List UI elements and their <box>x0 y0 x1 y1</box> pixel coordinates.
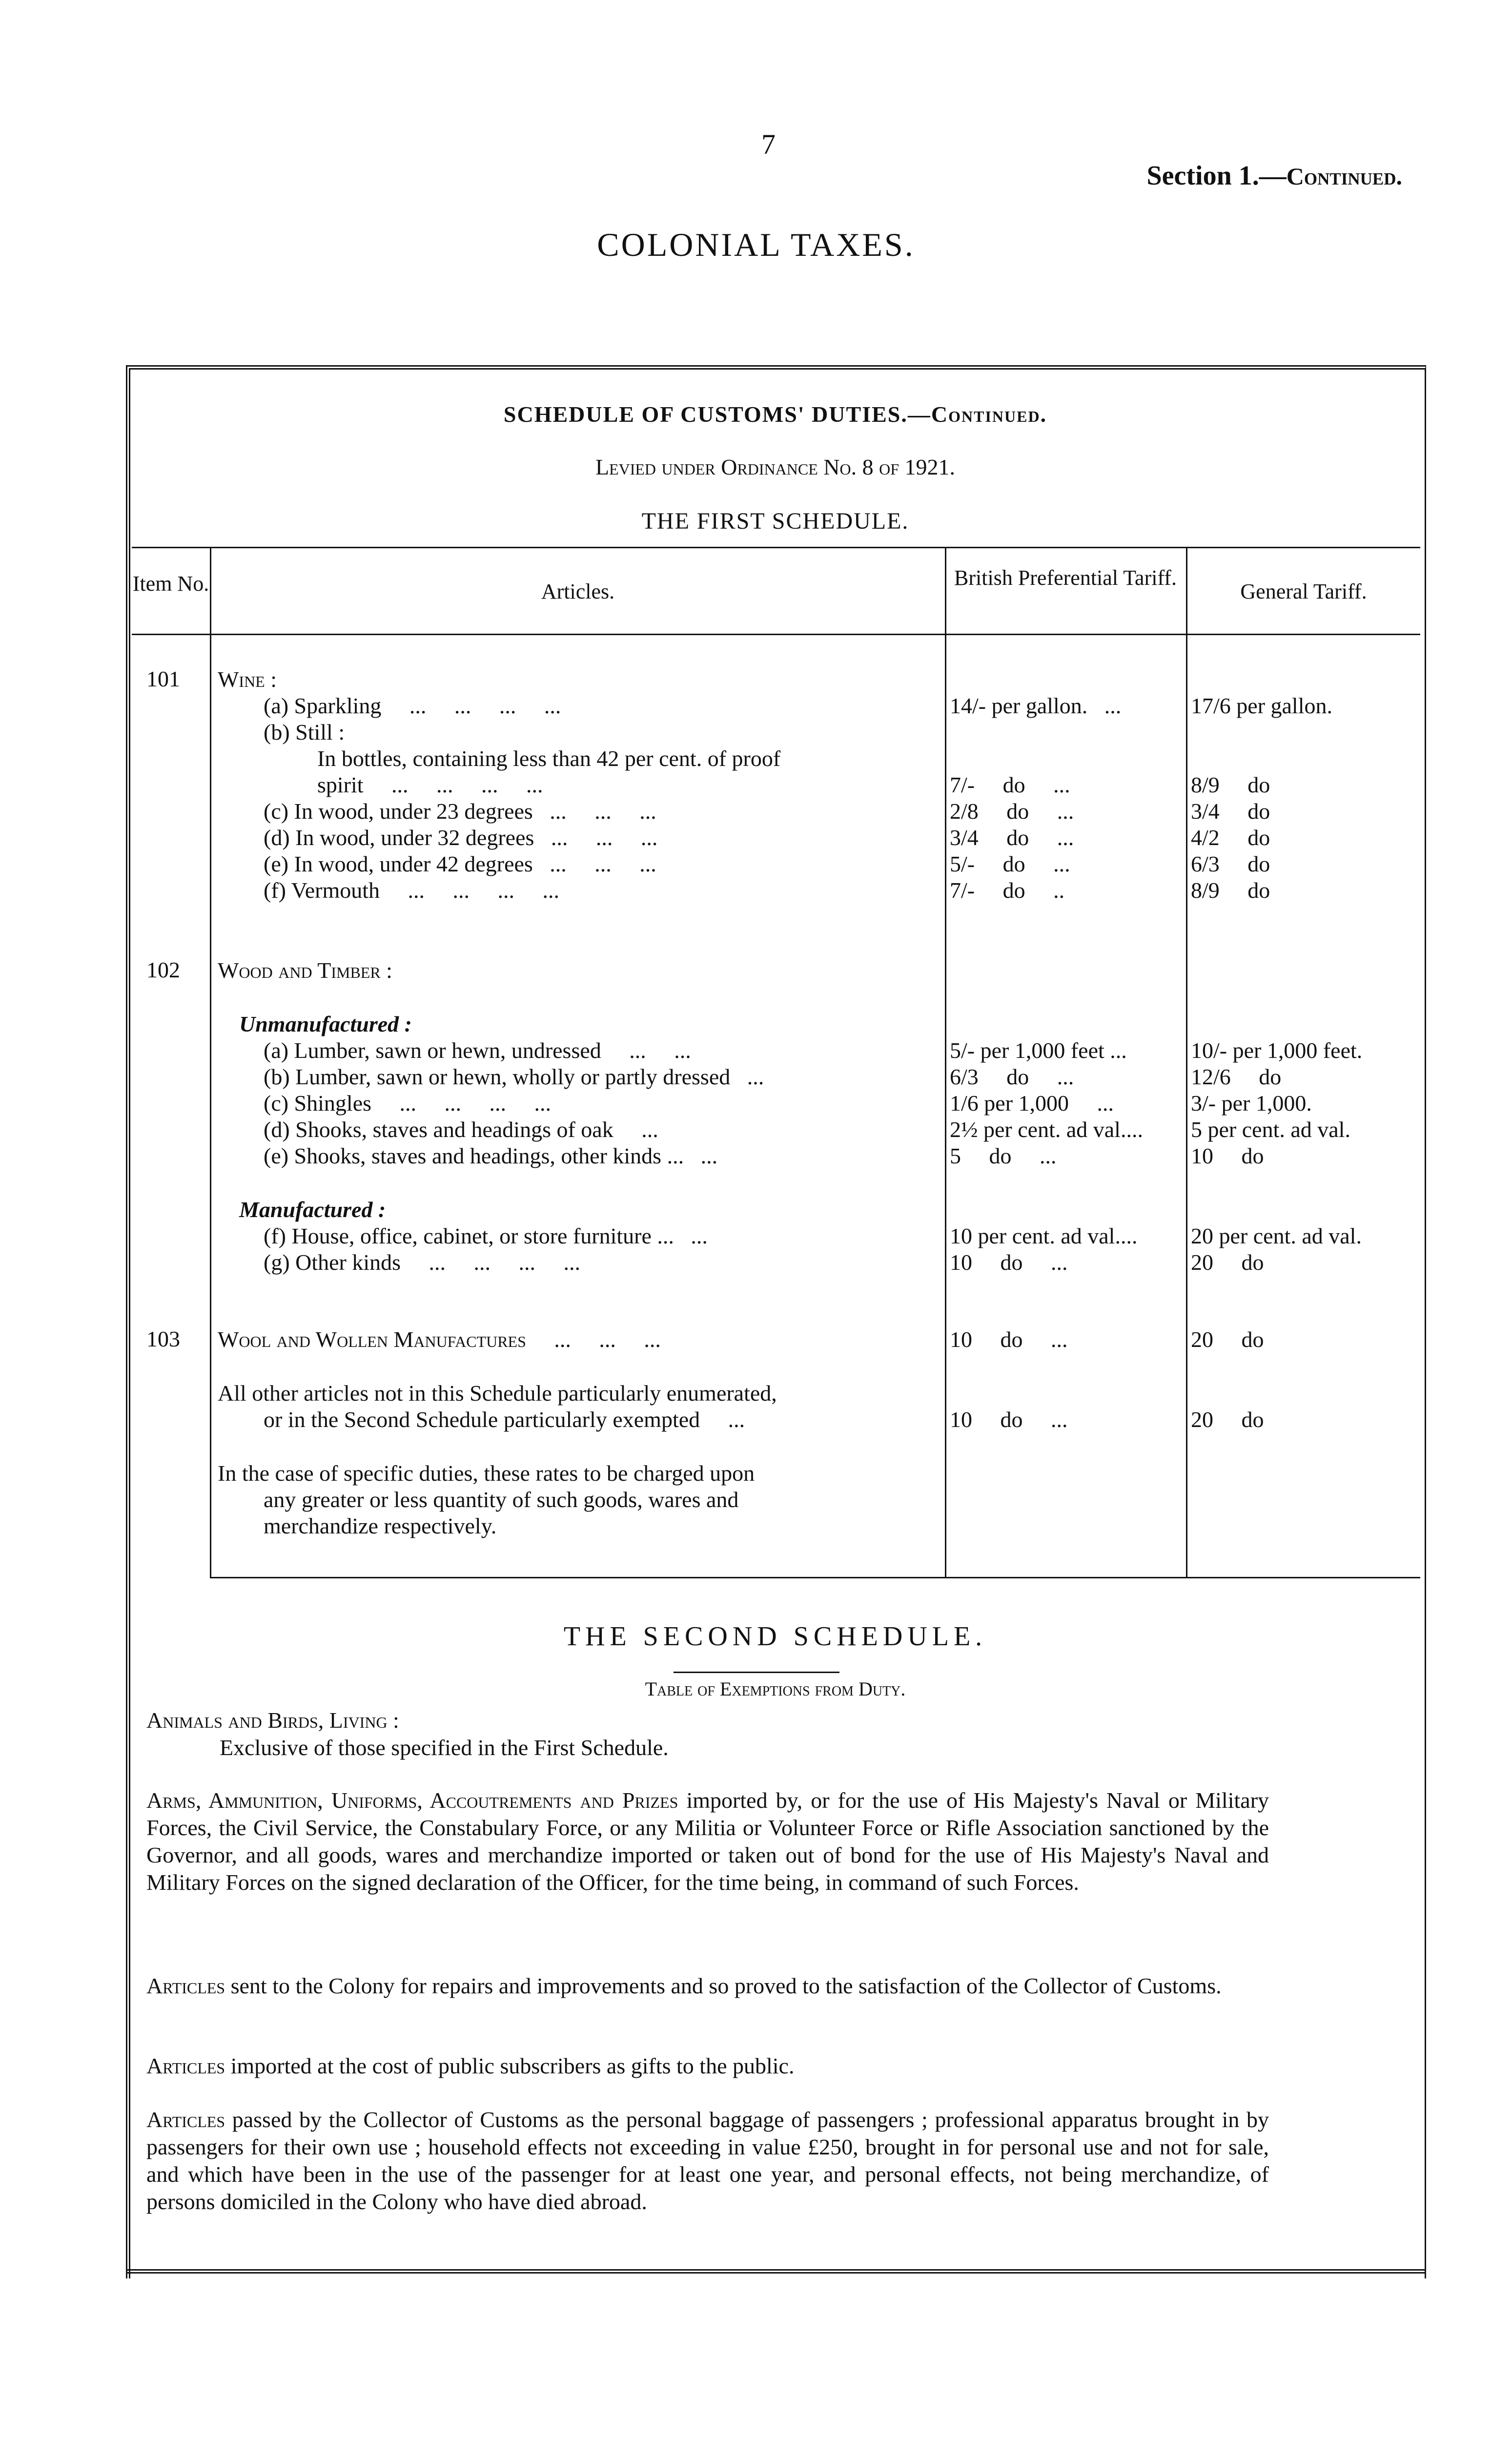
article-text: (a) Sparkling ... ... ... ... <box>264 693 561 718</box>
levied-line: Levied under Ordinance No. 8 of 1921. <box>595 455 956 479</box>
article-text: (f) House, office, cabinet, or store furniture ... ... <box>264 1223 708 1248</box>
british-tariff-cell: 10 do ... <box>950 1250 1068 1275</box>
article-text: (e) Shooks, staves and headings, other kinds ... ... <box>264 1143 718 1168</box>
article-text: Unmanufactured : <box>239 1012 412 1036</box>
general-tariff-cell: 10 do <box>1191 1143 1264 1168</box>
exemption-arms-lead: Arms, Ammunition, Uniforms, Accoutrements and Prizes <box>146 1788 678 1813</box>
british-tariff-cell: 2/8 do ... <box>950 799 1074 824</box>
col-header-general: General Tariff. <box>1240 579 1367 603</box>
article-text: any greater or less quantity of such goods, wares and <box>264 1487 739 1512</box>
general-tariff-cell: 12/6 do <box>1191 1064 1282 1089</box>
page-number: 7 <box>761 128 776 160</box>
article-text: (b) Still : <box>264 720 345 745</box>
page-title: COLONIAL TAXES. <box>597 226 915 263</box>
article-text: merchandize respectively. <box>264 1513 497 1538</box>
british-tariff-cell: 6/3 do ... <box>950 1064 1074 1089</box>
title-underline <box>674 1672 839 1673</box>
exemption-baggage <box>146 2106 1269 2215</box>
article-text: spirit ... ... ... ... <box>317 772 543 797</box>
col-header-articles: Articles. <box>541 579 615 603</box>
first-schedule-title: THE FIRST SCHEDULE. <box>641 508 909 534</box>
british-tariff-cell: 5/- do ... <box>950 851 1070 876</box>
article-text: (f) Vermouth ... ... ... ... <box>264 878 560 903</box>
article-text: (b) Lumber, sawn or hewn, wholly or partly dressed ... <box>264 1064 764 1089</box>
general-tariff-cell: 3/- per 1,000. <box>1191 1091 1312 1116</box>
col-divider-item <box>210 548 211 1577</box>
second-schedule-subtitle: Table of Exemptions from Duty. <box>645 1678 906 1700</box>
general-tariff-cell: 3/4 do <box>1191 799 1270 824</box>
second-schedule-title: THE SECOND SCHEDULE. <box>563 1621 987 1652</box>
item-number: 101 <box>146 666 180 691</box>
article-text: or in the Second Schedule particularly exempted ... <box>264 1407 745 1432</box>
article-text: In the case of specific duties, these rates to be charged upon <box>218 1461 755 1486</box>
exemption-repairs <box>146 1972 1269 2000</box>
british-tariff-cell: 10 do ... <box>950 1327 1068 1352</box>
exemption-repairs-lead: Articles <box>146 1973 225 1998</box>
british-tariff-cell: 10 per cent. ad val.... <box>950 1223 1138 1248</box>
exemption-animals-body: Exclusive of those specified in the First Schedule. <box>220 1735 669 1760</box>
general-tariff-cell: 8/9 do <box>1191 878 1270 903</box>
article-text: (c) In wood, under 23 degrees ... ... ... <box>264 799 656 824</box>
item-number: 103 <box>146 1326 180 1351</box>
section-label <box>1147 160 1402 191</box>
british-tariff-cell: 3/4 do ... <box>950 825 1074 850</box>
exemption-baggage-lead: Articles <box>146 2107 225 2132</box>
exemption-gifts <box>146 2052 1269 2080</box>
article-text: (e) In wood, under 42 degrees ... ... ... <box>264 851 656 876</box>
schedule-heading <box>126 401 1425 427</box>
british-tariff-cell: 5/- per 1,000 feet ... <box>950 1038 1127 1063</box>
exemption-arms-body: imported by, or for the use of His Majesty's Naval or Military Forces, the Civil Service, the Constabulary Force, or any Militia or Volunteer Force or Rifle Association sanctioned by the Governor, and all goods, wares and merchandize imported or taken out of bond for the use of His Majesty's Naval and Military Forces on the signed declaration of the Officer, for the time being, in command of such Forces. <box>146 1788 1269 1895</box>
article-text: All other articles not in this Schedule particularly enumerated, <box>218 1381 777 1406</box>
article-text: In bottles, containing less than 42 per cent. of proof <box>317 746 781 771</box>
general-tariff-cell: 4/2 do <box>1191 825 1270 850</box>
section-text: Section 1.— <box>1146 161 1287 191</box>
general-tariff-cell: 8/9 do <box>1191 772 1270 797</box>
general-tariff-cell: 20 do <box>1191 1250 1264 1275</box>
section-continued: Continued. <box>1286 163 1402 190</box>
british-tariff-cell: 1/6 per 1,000 ... <box>950 1091 1114 1116</box>
general-tariff-cell: 10/- per 1,000 feet. <box>1191 1038 1363 1063</box>
exemption-gifts-body: imported at the cost of public subscribers as gifts to the public. <box>225 2053 795 2078</box>
british-tariff-cell: 5 do ... <box>950 1143 1057 1168</box>
british-tariff-cell: 7/- do ... <box>950 772 1070 797</box>
exemption-repairs-body: sent to the Colony for repairs and improvements and so proved to the satisfaction of the Collector of Customs. <box>225 1973 1222 1998</box>
general-tariff-cell: 20 do <box>1191 1327 1264 1352</box>
article-text: (d) In wood, under 32 degrees ... ... ... <box>264 825 658 850</box>
article-text: (a) Lumber, sawn or hewn, undressed ... ... <box>264 1038 691 1063</box>
table-header-rule <box>132 634 1420 635</box>
article-text: (d) Shooks, staves and headings of oak ... <box>264 1117 658 1142</box>
general-tariff-cell: 5 per cent. ad val. <box>1191 1117 1350 1142</box>
general-tariff-cell: 6/3 do <box>1191 851 1270 876</box>
exemption-gifts-lead: Articles <box>146 2053 225 2078</box>
col-header-british: British Preferential Tariff. <box>954 566 1177 590</box>
exemption-animals-lead: Animals and Birds, Living : <box>146 1708 399 1733</box>
exemption-animals <box>146 1707 1269 1761</box>
schedule-heading-continued: Continued. <box>931 402 1047 427</box>
british-tariff-cell: 2½ per cent. ad val.... <box>950 1117 1143 1142</box>
british-tariff-cell: 14/- per gallon. ... <box>950 693 1122 718</box>
article-text: Wood and Timber : <box>218 958 392 983</box>
article-text: Manufactured : <box>239 1197 386 1222</box>
general-tariff-cell: 17/6 per gallon. <box>1191 693 1332 718</box>
article-text: (c) Shingles ... ... ... ... <box>264 1091 552 1116</box>
table-top-rule <box>132 547 1420 548</box>
col-divider-british <box>1186 548 1187 1577</box>
british-tariff-cell: 10 do ... <box>950 1407 1068 1432</box>
col-divider-articles <box>945 548 946 1577</box>
exemption-arms <box>146 1787 1269 1896</box>
article-text: Wool and Wollen Manufactures ... ... ... <box>218 1327 661 1352</box>
british-tariff-cell: 7/- do .. <box>950 878 1065 903</box>
frame-bottom-rule <box>126 2269 1425 2274</box>
item-number: 102 <box>146 957 180 982</box>
schedule-heading-text: SCHEDULE OF CUSTOMS' DUTIES.— <box>503 402 931 427</box>
general-tariff-cell: 20 do <box>1191 1407 1264 1432</box>
col-header-item: Item No. <box>132 572 209 596</box>
table-bottom-rule <box>210 1577 1420 1578</box>
article-text: Wine : <box>218 667 277 692</box>
article-text: (g) Other kinds ... ... ... ... <box>264 1250 581 1275</box>
general-tariff-cell: 20 per cent. ad val. <box>1191 1223 1362 1248</box>
exemption-baggage-body: passed by the Collector of Customs as the personal baggage of passengers ; professional apparatus brought in by passengers for their own use ; household effects not exceeding in value £250, brought in for personal use and not for sale, and which have been in the use of the passenger for at least one year, and personal effects, not being merchandize, of persons domiciled in the Colony who have died abroad. <box>146 2107 1269 2214</box>
